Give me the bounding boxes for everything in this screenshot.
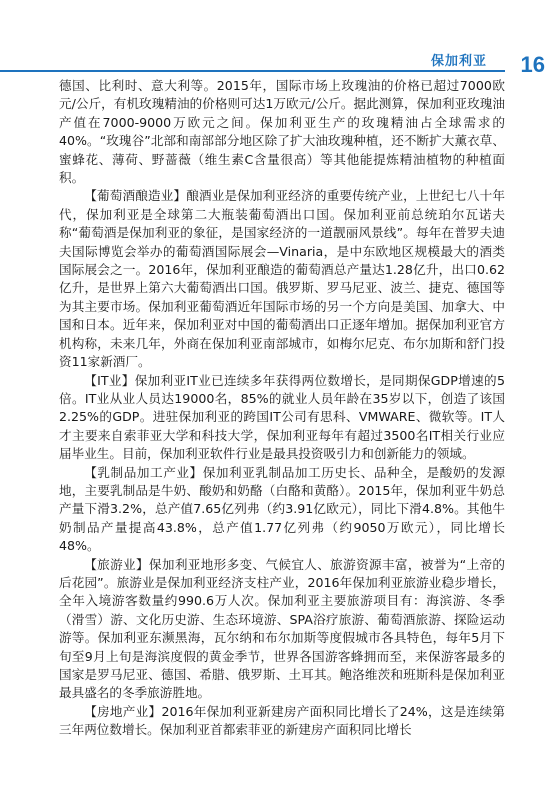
section-heading-real-estate: 【房地产业】 (84, 703, 162, 719)
paragraph-wine (59, 187, 505, 371)
header-rule (0, 70, 505, 72)
paragraph-tourism (59, 556, 505, 703)
paragraph-text: 保加利亚乳制品加工历史长、品种全，是酸奶的发源地，主要乳制品是牛奶、酸奶和奶酪（白酪和黄酪）。2015年，保加利亚牛奶总产量下滑3.2%，总产值7.65亿列弗（约3.91亿欧元），同比下滑4.8%。其他牛奶制品产量提高43.8%，总产值1.77亿列弗（约9050万欧元），同比增长48%。 (59, 464, 506, 554)
paragraph-it (59, 372, 505, 464)
page-header (0, 0, 559, 80)
section-heading-dairy: 【乳制品加工产业】 (84, 464, 203, 480)
section-heading-tourism: 【旅游业】 (84, 556, 149, 572)
section-heading-it: 【IT业】 (84, 372, 135, 388)
paragraph-dairy (59, 464, 505, 556)
paragraph-text: 德国、比利时、意大利等。2015年，国际市场上玫瑰油的价格已超过7000欧元/公斤，有机玫瑰精油的价格则可达1万欧元/公斤。据此测算，保加利亚玫瑰油产值在7000-9000万欧元之间。保加利亚生产的玫瑰精油占全球需求的40%。“玫瑰谷”北部和南部部分地区除了扩大油玫瑰种植，还不断扩大薰衣草、蜜蜂花、薄荷、野蔷薇（维生素C含量很高）等其他能提炼精油植物的种植面积。 (59, 78, 505, 186)
paragraph-text: 2016年保加利亚新建房产面积同比增长了24%，这是连续第三年两位数增长。保加利亚首都索菲亚的新建房产面积同比增长 (59, 703, 505, 738)
paragraph-text: 保加利亚地形多变、气候宜人、旅游资源丰富，被誉为“上帝的后花园”。旅游业是保加利亚经济支柱产业，2016年保加利亚旅游业稳步增长，全年入境游客数量约990.6万人次。保加利亚主要旅游项目有：海滨游、冬季（滑雪）游、文化历史游、生态环境游、SPA浴疗旅游、葡萄酒旅游、探险运动游等。保加利亚东濒黑海，瓦尔纳和布尔加斯等度假城市各具特色，每年5月下旬至9月上旬是海滨度假的黄金季节，世界各国游客蜂拥而至，来保游客最多的国家是罗马尼亚、德国、希腊、俄罗斯、土耳其。鲍洛维茨和班斯科是保加利亚最具盛名的冬季旅游胜地。 (59, 556, 505, 701)
paragraph-text: 保加利亚IT业已连续多年获得两位数增长，是同期保GDP增速的5倍。IT业从业人员达19000名，85%的就业人员年龄在35岁以下，创造了该国2.25%的GDP。进驻保加利亚的跨国IT公司有思科、VMWARE、微软等。IT人才主要来自索菲亚大学和科技大学，保加利亚每年有超过3500名IT相关行业应届毕业生。目前，保加利亚软件行业是最具投资吸引力和创新能力的领域。 (59, 372, 505, 462)
paragraph-rose-oil (59, 77, 505, 187)
page-number: 16 (520, 52, 545, 77)
section-heading-wine: 【葡萄酒酿造业】 (84, 188, 187, 204)
running-header-country: 保加利亚 (430, 54, 487, 69)
paragraph-real-estate (59, 703, 505, 740)
body-text (59, 77, 505, 740)
paragraph-text: 酿酒业是保加利亚经济的重要传统产业，上世纪七八十年代，保加利亚是全球第二大瓶装葡萄酒出口国。保加利亚前总统珀尔瓦诺夫称“葡萄酒是保加利亚的象征，是国家经济的一道靓丽风景线”。每年在普罗夫迪夫国际博览会举办的葡萄酒国际展会—Vinaria，是中东欧地区规模最大的酒类国际展会之一。2016年，保加利亚酿造的葡萄酒总产量达1.28亿升，出口0.62亿升，是世界上第六大葡萄酒出口国。俄罗斯、罗马尼亚、波兰、捷克、德国等为其主要市场。保加利亚葡萄酒近年国际市场的另一个方向是美国、加拿大、中国和日本。近年来，保加利亚对中国的葡萄酒出口正逐年增加。据保加利亚官方机构称，未来几年，外商在保加利亚南部城市，如梅尔尼克、布尔加斯和舒门投资11家新酒厂。 (59, 188, 506, 370)
